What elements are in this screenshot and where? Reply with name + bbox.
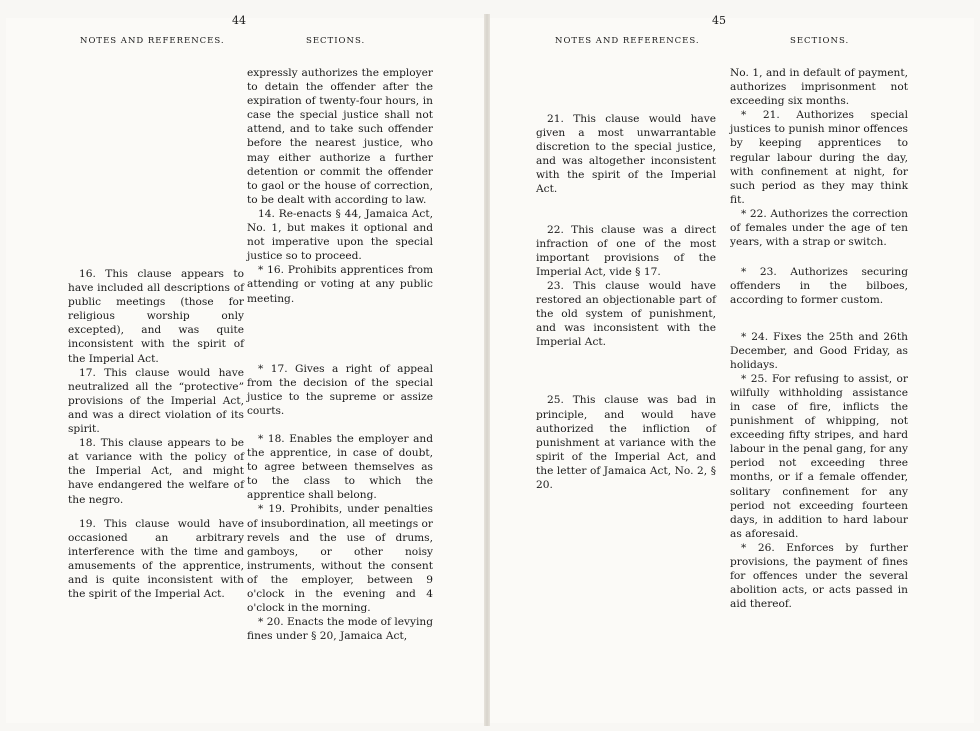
section-paragraph: * 24. Fixes the 25th and 26th December, and Good Friday, as holidays. <box>730 330 908 371</box>
section-paragraph: * 23. Authorizes securing offenders in the bilboes, according to former custom. <box>730 266 908 307</box>
right-page-number: 45 <box>712 14 726 27</box>
right-sections-column <box>730 66 908 611</box>
left-notes-column <box>68 267 244 601</box>
section-paragraph: * 19. Prohibits, under penalties of insubordination, all meetings or revels and the use of drums, gamboys, or other noisy instruments, without the consent of the employer, between 9 o'clock in the evening and 4 o'clock in the morning. <box>247 503 433 615</box>
section-paragraph: No. 1, and in default of payment, authorizes imprisonment not exceeding six months. <box>730 67 908 108</box>
book-gutter <box>484 14 490 726</box>
note-paragraph: 23. This clause would have restored an objectionable part of the old system of punishment, and was inconsistent with the Imperial Act. <box>536 279 716 349</box>
right-notes-column <box>536 112 716 492</box>
section-paragraph: * 21. Authorizes special justices to punish minor offences by keeping apprentices to regular labour during the day, with confinement at night, for such period as they may think fit. <box>730 109 908 206</box>
note-paragraph: 18. This clause appears to be at variance with the policy of the Imperial Act, and might have endangered the welfare of the negro. <box>68 437 244 506</box>
section-paragraph: * 26. Enforces by further provisions, the payment of fines for offences under the several abolition acts, or acts passed in aid thereof. <box>730 541 908 611</box>
section-paragraph: * 18. Enables the employer and the apprentice, in case of doubt, to agree between themselves as to the class to which the apprentice shall belong. <box>247 432 433 502</box>
note-paragraph: 17. This clause would have neutralized all the “protective” provisions of the Imperial Act, and was a direct violation of its spirit. <box>68 366 244 436</box>
section-paragraph: * 16. Prohibits apprentices from attending or voting at any public meeting. <box>247 264 433 305</box>
section-paragraph: * 20. Enacts the mode of levying fines under § 20, Jamaica Act, <box>247 616 433 643</box>
section-paragraph: expressly authorizes the employer to detain the offender after the expiration of twenty-four hours, in case the special justice shall not attend, and to take such offender before the nearest justice, who may either authorize a further detention or commit the offender to gaol or the house of correction, to be dealt with according to law. <box>247 67 433 206</box>
note-paragraph: 16. This clause appears to have included all descriptions of public meetings (those for religious worship only excepted), and was quite inconsistent with the spirit of the Imperial Act. <box>68 268 244 365</box>
section-paragraph: * 17. Gives a right of appeal from the decision of the special justice to the supreme or assize courts. <box>247 362 433 417</box>
left-sections-header: SECTIONS. <box>306 36 366 46</box>
note-paragraph: 22. This clause was a direct infraction of one of the most important provisions of the Imperial Act, vide § 17. <box>536 223 716 278</box>
note-paragraph: 19. This clause would have occasioned an arbitrary interference with the time and amusements of the apprentice, and is quite inconsistent with the spirit of the Imperial Act. <box>68 517 244 601</box>
section-paragraph: * 25. For refusing to assist, or wilfully withholding assistance in case of fire, inflicts the punishment of whipping, not exceeding fifty stripes, and hard labour in the penal gang, for any period not exceeding three months, or if a female offender, solitary confinement for any period not exceeding fourteen days, in addition to hard labour as aforesaid. <box>730 372 908 540</box>
right-sections-header: SECTIONS. <box>790 36 850 46</box>
section-paragraph: 14. Re-enacts § 44, Jamaica Act, No. 1, but makes it optional and not imperative upon the special justice so to proceed. <box>247 207 433 263</box>
left-notes-header: NOTES AND REFERENCES. <box>80 36 225 46</box>
left-sections-column <box>247 66 433 643</box>
note-paragraph: 25. This clause was bad in principle, and would have authorized the infliction of punishment at variance with the spirit of the Imperial Act, and the letter of Jamaica Act, No. 2, § 20. <box>536 394 716 491</box>
left-page-number: 44 <box>232 14 246 27</box>
right-notes-header: NOTES AND REFERENCES. <box>555 36 700 46</box>
section-paragraph: * 22. Authorizes the correction of females under the age of ten years, with a strap or switch. <box>730 207 908 249</box>
note-paragraph: 21. This clause would have given a most unwarrantable discretion to the special justice, and was altogether inconsistent with the spirit of the Imperial Act. <box>536 113 716 196</box>
